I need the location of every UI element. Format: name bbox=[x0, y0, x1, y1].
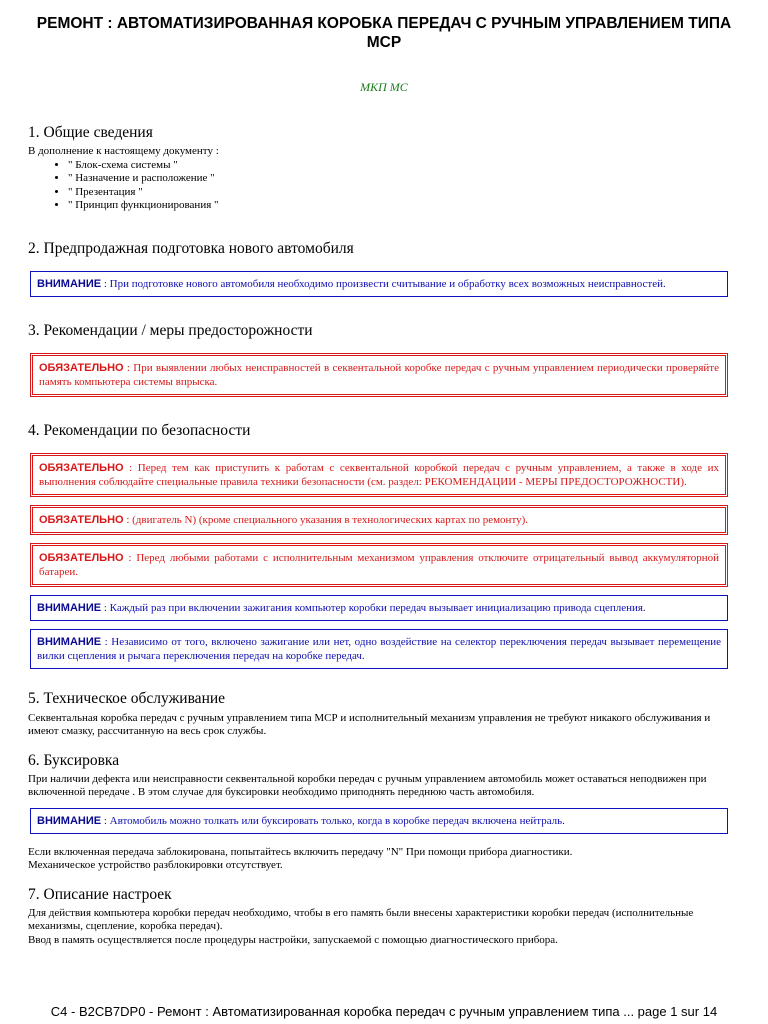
section-3-heading: 3. Рекомендации / меры предосторожности bbox=[28, 321, 313, 339]
section-6-after-text: Если включенная передача заблокирована, попытайтесь включить передачу "N" При помощи прибора диагностики. bbox=[28, 845, 573, 858]
section-7-text: Ввод в память осуществляется после процедуры настройки, запускаемой с помощью диагностического прибора. bbox=[28, 933, 558, 946]
page-footer: С4 - B2CB7DP0 - Ремонт : Автоматизированная коробка передач с ручным управлением типа ... page 1 sur 14 bbox=[50, 1004, 718, 1019]
section-7-text: Для действия компьютера коробки передач необходимо, чтобы в его память были внесены характеристики коробки передач (исполнительные механизмы, сцепление, коробка передач). bbox=[28, 906, 694, 932]
attention-text: : Автомобиль можно толкать или буксировать только, когда в коробке передач включена нейтраль. bbox=[101, 814, 565, 827]
mandatory-label: ОБЯЗАТЕЛЬНО bbox=[39, 361, 124, 374]
list-item: • " Презентация " bbox=[68, 186, 740, 200]
section-2-heading: 2. Предпродажная подготовка нового автомобиля bbox=[28, 239, 354, 257]
mandatory-text: : Перед любыми работами с исполнительным механизмом управления отключите отрицательный вывод аккумуляторной батареи. bbox=[39, 551, 719, 578]
mandatory-box bbox=[30, 543, 728, 587]
section-1-list bbox=[28, 159, 740, 213]
section-4-heading: 4. Рекомендации по безопасности bbox=[28, 421, 251, 439]
section-5-text: Секвентальная коробка передач с ручным управлением типа МСР и исполнительный механизм управления не требуют никакого обслуживания и имеют смазку, рассчитанную на весь срок службы. bbox=[28, 711, 711, 737]
attention-text: : Каждый раз при включении зажигания компьютер коробки передач вызывает инициализацию привода сцепления. bbox=[101, 601, 646, 614]
mandatory-label: ОБЯЗАТЕЛЬНО bbox=[39, 551, 124, 564]
mandatory-text: : (двигатель N) (кроме специального указания в технологических картах по ремонту). bbox=[123, 513, 529, 526]
attention-label: ВНИМАНИЕ bbox=[37, 814, 102, 827]
section-6-heading: 6. Буксировка bbox=[28, 751, 120, 769]
attention-label: ВНИМАНИЕ bbox=[37, 635, 102, 648]
mandatory-box bbox=[30, 505, 728, 535]
mandatory-box bbox=[30, 353, 728, 397]
list-item: • " Блок-схема системы " bbox=[68, 159, 740, 173]
document-subtitle: МКП МС bbox=[360, 80, 408, 94]
attention-box bbox=[30, 595, 728, 621]
mandatory-text: : При выявлении любых неисправностей в секвентальной коробке передач с ручным управлением периодически проверяйте память компьютера системы впрыска. bbox=[39, 361, 719, 388]
mandatory-label: ОБЯЗАТЕЛЬНО bbox=[39, 513, 124, 526]
attention-text: : Независимо от того, включено зажигание или нет, одно воздействие на селектор переключения передач вызывает перемещение вилки сцепления и рычага переключения передач на коробке передач. bbox=[37, 635, 721, 662]
section-1-heading: 1. Общие сведения bbox=[28, 124, 153, 141]
attention-box bbox=[30, 271, 728, 297]
section-7-heading: 7. Описание настроек bbox=[28, 885, 172, 903]
section-6-after-text: Механическое устройство разблокировки отсутствует. bbox=[28, 859, 283, 871]
mandatory-text: : Перед тем как приступить к работам с секвентальной коробкой передач с ручным управлением, а также в ходе их выполнения соблюдайте специальные правила техники безопасности (см. раздел: РЕКОМЕНДАЦИИ - МЕРЫ ПРЕДОСТОРОЖНОСТИ). bbox=[39, 461, 719, 488]
section-6-text: При наличии дефекта или неисправности секвентальной коробки передач с ручным управлением автомобиль может оставаться неподвижен при включенной передаче . В этом случае для буксировки необходимо приподнять переднюю часть автомобиля. bbox=[28, 772, 707, 798]
attention-box bbox=[30, 629, 728, 669]
attention-box bbox=[30, 808, 728, 834]
section-5-heading: 5. Техническое обслуживание bbox=[28, 689, 226, 707]
attention-text: : При подготовке нового автомобиля необходимо произвести считывание и обработку всех возможных неисправностей. bbox=[101, 277, 666, 290]
section-1-intro: В дополнение к настоящему документу : bbox=[28, 145, 219, 157]
document-page bbox=[28, 14, 740, 947]
attention-label: ВНИМАНИЕ bbox=[37, 601, 102, 614]
attention-label: ВНИМАНИЕ bbox=[37, 277, 102, 290]
list-item: • " Принцип функционирования " bbox=[68, 199, 740, 213]
document-title: РЕМОНТ : АВТОМАТИЗИРОВАННАЯ КОРОБКА ПЕРЕДАЧ С РУЧНЫМ УПРАВЛЕНИЕМ ТИПА МСР bbox=[36, 15, 732, 51]
mandatory-box bbox=[30, 453, 728, 497]
list-item: • " Назначение и расположение " bbox=[68, 172, 740, 186]
mandatory-label: ОБЯЗАТЕЛЬНО bbox=[39, 461, 124, 474]
